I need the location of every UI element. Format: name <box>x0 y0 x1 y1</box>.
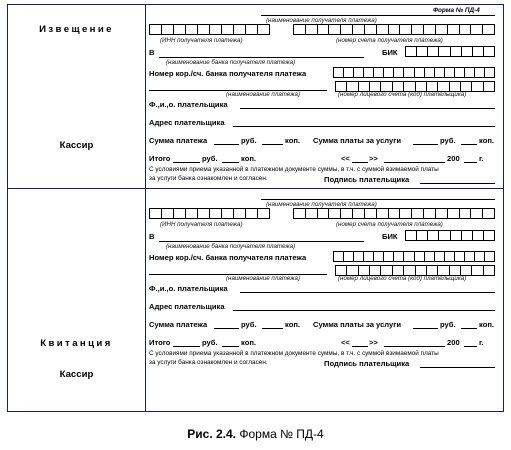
date-month-line[interactable] <box>384 346 445 347</box>
bank-prefix: В <box>149 48 155 57</box>
payer-address-line[interactable] <box>233 126 495 127</box>
recipient-name-caption: (наименование получателя платежа) <box>266 201 377 208</box>
rub-label: руб. <box>202 154 218 163</box>
kop-label: коп. <box>241 338 257 347</box>
digit-cell <box>399 25 411 34</box>
cashier-label: Кассир <box>59 140 94 151</box>
year-unit: г. <box>479 338 484 347</box>
date-day-line[interactable] <box>352 162 368 163</box>
digit-cell <box>482 25 494 34</box>
bank-prefix: В <box>149 232 155 241</box>
digit-cell <box>393 252 403 261</box>
digit-cell <box>346 266 357 275</box>
recipient-inn-boxes[interactable] <box>149 208 270 219</box>
payment-sum-kop-line[interactable] <box>262 328 283 329</box>
digit-cell <box>399 209 411 218</box>
digit-cell <box>353 252 363 261</box>
digit-cell <box>305 25 317 34</box>
section-divider <box>8 188 503 189</box>
account-caption: (номер счета получателя платежа) <box>336 221 443 228</box>
personal-account-caption: (номер лицевого счета (код) плательщика) <box>338 91 467 98</box>
digit-cell <box>449 266 460 275</box>
digit-cell <box>447 209 459 218</box>
digit-cell <box>423 209 435 218</box>
payer-name-label: Ф.,и.,о. плательщика <box>149 284 228 293</box>
digit-cell <box>426 266 437 275</box>
digit-cell <box>328 25 340 34</box>
digit-cell <box>383 68 393 77</box>
digit-cell <box>424 68 434 77</box>
rub-label: руб. <box>440 320 456 329</box>
digit-cell <box>336 266 346 275</box>
digit-cell <box>233 25 245 34</box>
digit-cell <box>388 25 400 34</box>
digit-cell <box>470 209 482 218</box>
bik-label: БИК <box>382 232 398 241</box>
digit-cell <box>437 266 448 275</box>
digit-cell <box>363 68 373 77</box>
digit-cell <box>392 266 403 275</box>
year-prefix: 200 <box>447 154 460 163</box>
figure-caption <box>0 427 511 441</box>
date-year-line[interactable] <box>464 162 477 163</box>
digit-cell <box>353 68 363 77</box>
figure-title: Форма № ПД-4 <box>236 427 324 441</box>
digit-cell <box>454 252 464 261</box>
digit-cell <box>185 25 197 34</box>
bank-name-caption: (наименование банка получателя платежа) <box>166 59 296 66</box>
rub-label: руб. <box>241 320 257 329</box>
recipient-account-boxes[interactable] <box>293 208 495 219</box>
digit-cell <box>427 47 438 56</box>
date-open: << <box>341 338 350 347</box>
digit-cell <box>364 209 376 218</box>
digit-cell <box>317 25 329 34</box>
digit-cell <box>376 25 388 34</box>
digit-cell <box>392 82 403 91</box>
digit-cell <box>483 266 494 275</box>
digit-cell <box>415 266 426 275</box>
digit-cell <box>294 25 305 34</box>
digit-cell <box>424 252 434 261</box>
digit-cell <box>459 25 471 34</box>
digit-cell <box>363 252 373 261</box>
digit-cell <box>358 266 369 275</box>
signature-label: Подпись плательщика <box>324 359 410 368</box>
digit-cell <box>447 25 459 34</box>
consent-text-line2: за услуги банка ознакомлен и согласен. <box>149 359 268 366</box>
digit-cell <box>245 209 257 218</box>
payer-name-line[interactable] <box>240 108 495 109</box>
total-rub-line[interactable] <box>173 346 200 347</box>
digit-cell <box>423 25 435 34</box>
digit-cell <box>161 209 173 218</box>
digit-cell <box>471 82 482 91</box>
signature-line[interactable] <box>420 367 495 368</box>
digit-cell <box>393 68 403 77</box>
digit-cell <box>414 68 424 77</box>
date-close: >> <box>369 338 378 347</box>
corr-account-boxes[interactable] <box>333 67 495 78</box>
service-fee-rub-line[interactable] <box>413 144 438 145</box>
rub-label: руб. <box>440 136 456 145</box>
digit-cell <box>364 25 376 34</box>
digit-cell <box>369 82 380 91</box>
digit-cell <box>388 209 400 218</box>
side-title: Извещение <box>39 24 114 35</box>
digit-cell <box>426 82 437 91</box>
inn-caption: (ИНН получателя платежа) <box>160 221 243 228</box>
payment-sum-kop-line[interactable] <box>262 144 283 145</box>
digit-cell <box>346 82 357 91</box>
digit-cell <box>482 209 494 218</box>
digit-cell <box>483 47 494 56</box>
date-close: >> <box>369 154 378 163</box>
digit-cell <box>173 25 185 34</box>
digit-cell <box>197 209 209 218</box>
side-title: Квитанция <box>40 338 113 349</box>
payment-sum-rub-line[interactable] <box>214 328 239 329</box>
digit-cell <box>484 68 494 77</box>
digit-cell <box>305 209 317 218</box>
digit-cell <box>434 68 444 77</box>
digit-cell <box>427 231 438 240</box>
digit-cell <box>197 25 209 34</box>
service-fee-rub-line[interactable] <box>413 328 438 329</box>
kop-label: коп. <box>285 136 301 145</box>
bank-name-line[interactable] <box>159 241 364 242</box>
account-caption: (номер счета получателя платежа) <box>336 37 443 44</box>
digit-cell <box>245 25 257 34</box>
digit-cell <box>414 252 424 261</box>
digit-cell <box>449 82 460 91</box>
digit-cell <box>474 252 484 261</box>
digit-cell <box>464 252 474 261</box>
payment-form-pd4 <box>7 4 504 412</box>
digit-cell <box>472 47 483 56</box>
rub-label: руб. <box>241 136 257 145</box>
total-label: Итого <box>149 338 171 347</box>
bik-boxes[interactable] <box>405 230 495 241</box>
digit-cell <box>444 68 454 77</box>
service-fee-label: Сумма платы за услуги <box>313 136 402 145</box>
total-kop-line[interactable] <box>222 346 239 347</box>
signature-label: Подпись плательщика <box>324 175 410 184</box>
digit-cell <box>403 68 413 77</box>
digit-cell <box>464 68 474 77</box>
digit-cell <box>257 209 269 218</box>
column-divider <box>145 5 146 411</box>
digit-cell <box>373 252 383 261</box>
digit-cell <box>460 266 471 275</box>
digit-cell <box>406 231 416 240</box>
digit-cell <box>471 266 482 275</box>
kop-label: коп. <box>285 320 301 329</box>
payer-name-label: Ф.,и.,о. плательщика <box>149 100 228 109</box>
digit-cell <box>150 25 161 34</box>
total-rub-line[interactable] <box>173 162 200 163</box>
personal-account-caption: (номер лицевого счета (код) плательщика) <box>338 275 467 282</box>
digit-cell <box>334 252 343 261</box>
total-label: Итого <box>149 154 171 163</box>
digit-cell <box>209 209 221 218</box>
digit-cell <box>221 209 233 218</box>
digit-cell <box>416 47 427 56</box>
recipient-name-caption: (наименование получателя платежа) <box>266 17 377 24</box>
digit-cell <box>376 209 388 218</box>
kop-label: коп. <box>479 320 495 329</box>
digit-cell <box>343 252 353 261</box>
digit-cell <box>161 25 173 34</box>
recipient-name-line[interactable] <box>261 199 495 200</box>
digit-cell <box>437 82 448 91</box>
digit-cell <box>336 82 346 91</box>
digit-cell <box>434 252 444 261</box>
digit-cell <box>438 47 449 56</box>
digit-cell <box>483 82 494 91</box>
digit-cell <box>438 231 449 240</box>
service-fee-kop-line[interactable] <box>461 328 477 329</box>
digit-cell <box>461 231 472 240</box>
cashier-label: Кассир <box>59 369 94 380</box>
digit-cell <box>435 209 447 218</box>
date-day-line[interactable] <box>352 346 368 347</box>
payment-sum-label: Сумма платежа <box>149 320 208 329</box>
signature-line[interactable] <box>420 183 495 184</box>
digit-cell <box>380 82 391 91</box>
digit-cell <box>352 209 364 218</box>
payer-name-line[interactable] <box>240 292 495 293</box>
recipient-inn-boxes[interactable] <box>149 24 270 35</box>
year-prefix: 200 <box>447 338 460 347</box>
digit-cell <box>459 209 471 218</box>
digit-cell <box>411 25 423 34</box>
form-number: Форма № ПД-4 <box>433 7 480 14</box>
digit-cell <box>415 82 426 91</box>
figure-number: Рис. 2.4. <box>187 427 237 441</box>
date-month-line[interactable] <box>384 162 445 163</box>
inn-caption: (ИНН получателя платежа) <box>160 37 243 44</box>
digit-cell <box>373 68 383 77</box>
digit-cell <box>340 25 352 34</box>
service-fee-kop-line[interactable] <box>461 144 477 145</box>
digit-cell <box>358 82 369 91</box>
corr-account-label: Номер кор./сч. банка получателя платежа <box>149 69 307 78</box>
recipient-name-line[interactable] <box>261 15 495 16</box>
digit-cell <box>369 266 380 275</box>
digit-cell <box>294 209 305 218</box>
date-year-line[interactable] <box>464 346 477 347</box>
digit-cell <box>233 209 245 218</box>
digit-cell <box>383 252 393 261</box>
digit-cell <box>474 68 484 77</box>
digit-cell <box>416 231 427 240</box>
year-unit: г. <box>479 154 484 163</box>
bank-name-line[interactable] <box>159 57 364 58</box>
digit-cell <box>334 68 343 77</box>
digit-cell <box>352 25 364 34</box>
digit-cell <box>444 252 454 261</box>
bank-name-caption: (наименование банка получателя платежа) <box>166 243 296 250</box>
kop-label: коп. <box>479 136 495 145</box>
payment-name-caption: (наименование платежа) <box>226 91 301 98</box>
digit-cell <box>435 25 447 34</box>
payment-name-caption: (наименование платежа) <box>226 275 301 282</box>
digit-cell <box>470 25 482 34</box>
consent-text-line1: С условиями приема указанной в платежном документе суммы, в т.ч. с суммой взимаемой платы <box>149 166 439 173</box>
rub-label: руб. <box>202 338 218 347</box>
digit-cell <box>343 68 353 77</box>
digit-cell <box>403 82 414 91</box>
digit-cell <box>450 231 461 240</box>
payer-address-line[interactable] <box>233 310 495 311</box>
digit-cell <box>380 266 391 275</box>
digit-cell <box>460 82 471 91</box>
digit-cell <box>317 209 329 218</box>
payment-sum-rub-line[interactable] <box>214 144 239 145</box>
bik-boxes[interactable] <box>405 46 495 57</box>
digit-cell <box>406 47 416 56</box>
digit-cell <box>185 209 197 218</box>
digit-cell <box>403 252 413 261</box>
kop-label: коп. <box>241 154 257 163</box>
bik-label: БИК <box>382 48 398 57</box>
digit-cell <box>328 209 340 218</box>
digit-cell <box>472 231 483 240</box>
digit-cell <box>454 68 464 77</box>
consent-text-line2: за услуги банка ознакомлен и согласен. <box>149 175 268 182</box>
corr-account-label: Номер кор./сч. банка получателя платежа <box>149 253 307 262</box>
digit-cell <box>150 209 161 218</box>
total-kop-line[interactable] <box>222 162 239 163</box>
digit-cell <box>450 47 461 56</box>
digit-cell <box>403 266 414 275</box>
consent-text-line1: С условиями приема указанной в платежном документе суммы, в т.ч. с суммой взимаемой платы <box>149 350 439 357</box>
digit-cell <box>461 47 472 56</box>
service-fee-label: Сумма платы за услуги <box>313 320 402 329</box>
recipient-account-boxes[interactable] <box>293 24 495 35</box>
digit-cell <box>257 25 269 34</box>
date-open: << <box>341 154 350 163</box>
payment-sum-label: Сумма платежа <box>149 136 208 145</box>
payer-address-label: Адрес плательщика <box>149 118 225 127</box>
digit-cell <box>173 209 185 218</box>
digit-cell <box>483 231 494 240</box>
digit-cell <box>484 252 494 261</box>
corr-account-boxes[interactable] <box>333 251 495 262</box>
payer-address-label: Адрес плательщика <box>149 302 225 311</box>
digit-cell <box>221 25 233 34</box>
digit-cell <box>209 25 221 34</box>
digit-cell <box>411 209 423 218</box>
digit-cell <box>340 209 352 218</box>
